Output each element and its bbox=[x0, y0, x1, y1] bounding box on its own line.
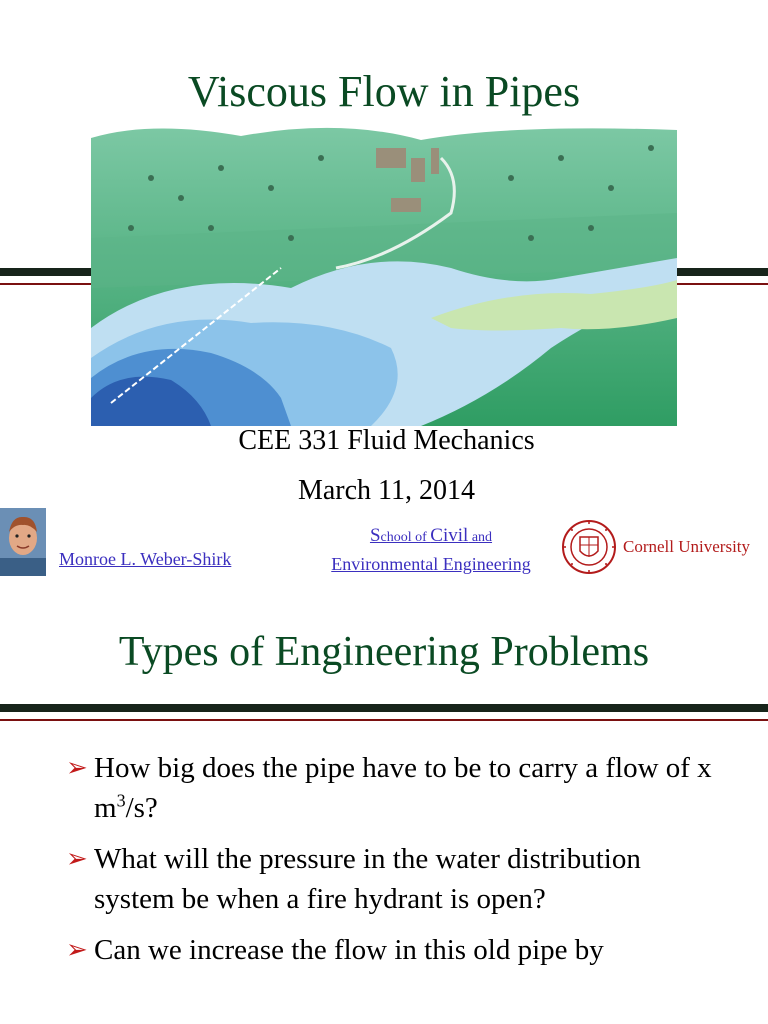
bullet-item bbox=[66, 748, 726, 828]
slide-title: Types of Engineering Problems bbox=[118, 629, 650, 675]
bullet-text-end: /s? bbox=[125, 792, 158, 824]
bullet-list bbox=[66, 748, 726, 981]
bullet-superscript: 3 bbox=[116, 790, 126, 811]
school-initial: S bbox=[369, 525, 381, 546]
bullet-item bbox=[66, 930, 726, 970]
cornell-seal-icon bbox=[561, 519, 617, 575]
bullet-item bbox=[66, 839, 726, 919]
bullet-arrow-icon: ➢ bbox=[66, 935, 88, 964]
bullet-arrow-icon: ➢ bbox=[66, 753, 88, 782]
author-photo bbox=[0, 508, 46, 576]
school-line2: Environmental Engineering bbox=[331, 554, 531, 574]
bullet-text: What will the pressure in the water distribution system be when a fire hydrant is open? bbox=[94, 843, 641, 915]
school-and: and bbox=[468, 530, 493, 545]
school-link[interactable] bbox=[312, 522, 550, 577]
bullet-arrow-icon: ➢ bbox=[66, 844, 88, 873]
lake-campus-illustration bbox=[91, 118, 677, 426]
content-slide bbox=[0, 600, 768, 1024]
slide-title: Viscous Flow in Pipes bbox=[187, 67, 581, 116]
university-name: Cornell University bbox=[623, 537, 751, 556]
school-civil: Civil bbox=[430, 525, 469, 546]
course-name: CEE 331 Fluid Mechanics bbox=[238, 425, 535, 456]
lecture-date: March 11, 2014 bbox=[297, 475, 476, 506]
author-link[interactable]: Monroe L. Weber-Shirk bbox=[59, 549, 232, 569]
school-of: chool of bbox=[380, 530, 431, 545]
bullet-text: How big does the pipe have to be to carry a flow of x m bbox=[94, 752, 712, 824]
bullet-text: Can we increase the flow in this old pipe by bbox=[94, 934, 604, 966]
